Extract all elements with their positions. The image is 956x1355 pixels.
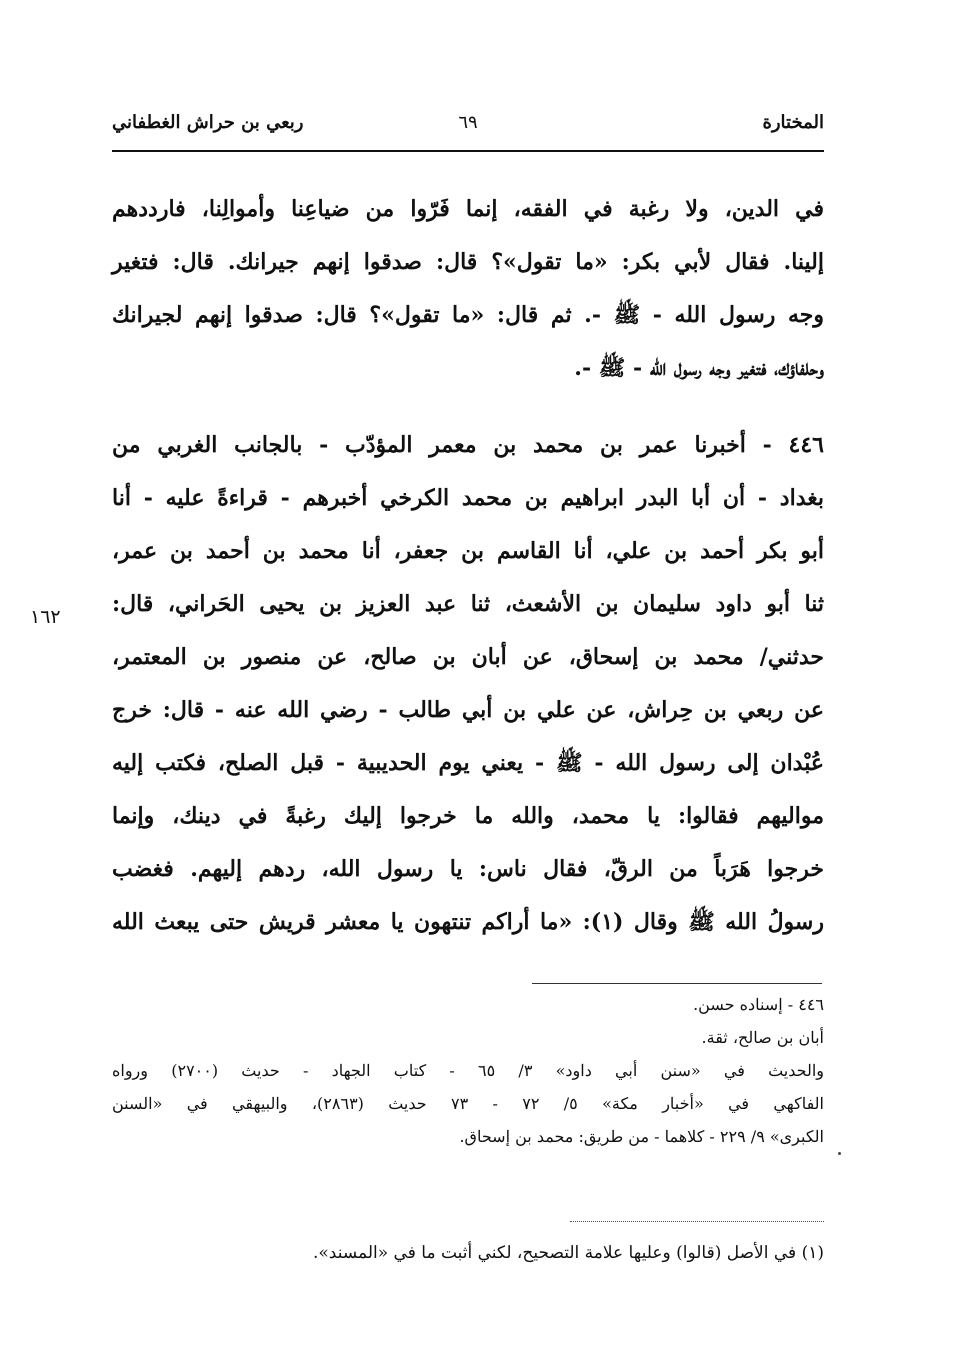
chapter-title: ربعي بن حراش الغطفاني <box>112 112 304 133</box>
page-number: ٦٩ <box>458 112 478 133</box>
note-line: ٤٤٦ - إسناده حسن. <box>693 995 824 1014</box>
note-line: أبان بن صالح، ثقة. <box>701 1028 824 1047</box>
margin-dot <box>838 1152 841 1155</box>
note-line: الكبرى» ٩/ ٢٢٩ - كلاهما - من طريق: محمد بن إسحاق. <box>459 1127 824 1146</box>
text-line: وجه رسول الله - ﷺ -. ثم قال: «ما تقول»؟ قال: صدقوا إنهم لجيرانك <box>112 302 824 328</box>
text-line: رسولُ الله ﷺ وقال (١): «ما أراكم تنتهون يا معشر قريش حتى يبعث الله <box>112 909 824 935</box>
text-line: حدثني/ محمد بن إسحاق، عن أبان بن صالح، عن منصور بن المعتمر، <box>112 644 824 670</box>
footnote: (١) في الأصل (قالوا) وعليها علامة التصحيح، لكني أثبت ما في «المسند». <box>313 1243 824 1263</box>
note-line: والحديث في «سنن أبي داود» ٣/ ٦٥ - كتاب الجهاد - حديث (٢٧٠٠) ورواه <box>112 1061 825 1080</box>
header-rule <box>112 150 824 152</box>
text-line: ٤٤٦ - أخبرنا عمر بن محمد بن معمر المؤدّب - بالجانب الغربي من <box>112 432 824 458</box>
text-line: خرجوا هَرَباً من الرقّ، فقال ناس: يا رسول الله، ردهم إليهم. فغضب <box>112 856 824 882</box>
footnote-separator <box>570 1221 824 1222</box>
text-line: ثنا أبو داود سليمان بن الأشعث، ثنا عبد العزيز بن يحيى الحَراني، قال: <box>112 591 824 617</box>
notes-separator <box>532 983 822 984</box>
manuscript-folio-number: ١٦٢ <box>30 606 61 628</box>
text-line: عُبْدان إلى رسول الله - ﷺ - يعني يوم الحديبية - قبل الصلح، فكتب إليه <box>112 750 824 776</box>
text-line: وحلفاؤك، فتغير وجه رسول الله - ﷺ -. <box>574 355 824 381</box>
note-line: الفاكهي في «أخبار مكة» ٥/ ٧٢ - ٧٣ حديث (٢٨٦٣)، والبيهقي في «السنن <box>112 1094 825 1113</box>
text-line: أبو بكر أحمد بن علي، أنا القاسم بن جعفر، أنا محمد بن أحمد بن عمر، <box>112 538 824 564</box>
main-text <box>112 183 824 949</box>
text-line: إلينا. فقال لأبي بكر: «ما تقول»؟ قال: صدقوا إنهم جيرانك. قال: فتغير <box>112 249 824 275</box>
running-header <box>112 112 824 148</box>
text-line: في الدين، ولا رغبة في الفقه، إنما فَرّوا من ضياعِنا وأموالِنا، فارددهم <box>112 196 824 222</box>
text-line: مواليهم فقالوا: يا محمد، والله ما خرجوا إليك رغبةً في دينك، وإنما <box>112 803 824 829</box>
book-title: المختارة <box>762 112 824 133</box>
text-line: بغداد - أن أبا البدر ابراهيم بن محمد الكرخي أخبرهم - قراءةً عليه - أنا <box>112 485 824 511</box>
hadith-notes <box>112 988 824 1153</box>
text-line: عن ربعي بن حِراش، عن علي بن أبي طالب - رضي الله عنه - قال: خرج <box>112 697 824 723</box>
